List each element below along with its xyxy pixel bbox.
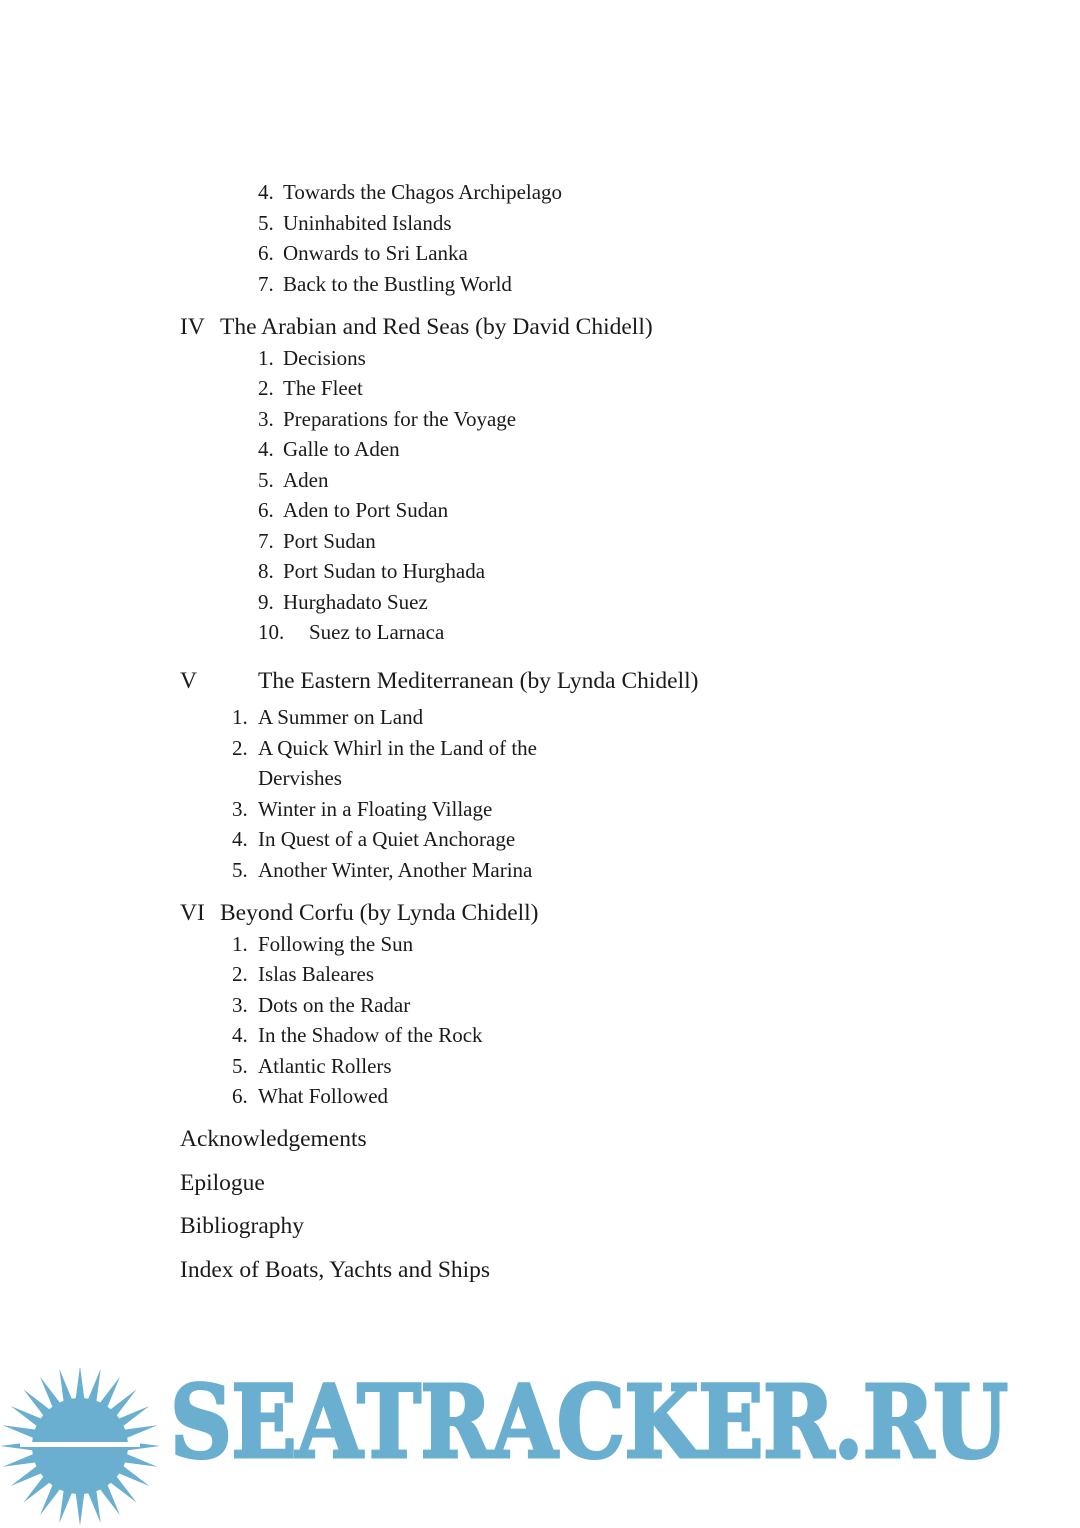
toc-item-title: Towards the Chagos Archipelago [283,180,563,204]
item-number: 4. [232,1023,248,1047]
toc-item-title: Following the Sun [258,932,414,956]
toc-item-title: Aden [283,468,329,492]
part-numeral: VI [180,900,205,926]
toc-item-title: A Quick Whirl in the Land of the [258,736,537,760]
item-number: 4. [258,180,274,204]
sun-ray [76,1492,85,1526]
sun-ray [88,1489,101,1523]
part-numeral: IV [180,314,205,340]
item-number: 1. [232,932,248,956]
watermark-text: SEATRACKER.RU [170,1363,1008,1481]
item-number: 6. [232,1084,248,1108]
toc-item-title: Port Sudan to Hurghada [283,559,486,583]
toc-item-title: Galle to Aden [283,437,400,461]
item-number: 3. [232,797,248,821]
part-numeral: V [180,668,197,694]
sun-ray [3,1454,37,1467]
toc-item-title: Uninhabited Islands [283,211,452,235]
toc-item-title: Decisions [283,346,366,370]
item-number: 5. [258,468,274,492]
part-title: The Arabian and Red Seas (by David Chidell) [220,314,653,340]
toc-item-title: In the Shadow of the Rock [258,1023,483,1047]
sun-ray [76,1368,85,1400]
toc-item-title: Winter in a Floating Village [258,797,493,821]
item-number: 6. [258,498,274,522]
sun-ray [59,1369,72,1403]
toc-item-title: Back to the Bustling World [283,272,512,296]
item-number: 3. [258,407,274,431]
toc-item-title-continued: Dervishes [258,766,342,790]
sun-ray [123,1425,157,1438]
item-number: 7. [258,272,274,296]
sun-ray [123,1454,157,1467]
sun-ray [3,1425,37,1438]
back-matter-epilogue: Epilogue [180,1170,265,1196]
item-number: 9. [258,590,274,614]
toc-item-title: What Followed [258,1084,389,1108]
item-number: 2. [232,736,248,760]
toc-item-title: Islas Baleares [258,962,375,986]
item-number: 4. [258,437,274,461]
toc-item-title: Dots on the Radar [258,993,411,1017]
toc-item-title: The Fleet [283,376,363,400]
toc-item-title: Suez to Larnaca [309,620,445,644]
toc-item-title: Port Sudan [283,529,376,553]
watermark-logo [0,1363,1080,1528]
item-number: 5. [232,1054,248,1078]
toc-item-title: Hurghadato Suez [283,590,428,614]
item-number: 7. [258,529,274,553]
item-number: 1. [232,705,248,729]
toc-item [258,180,274,204]
item-number: 10. [258,620,285,644]
part-title: Beyond Corfu (by Lynda Chidell) [220,900,539,926]
toc-item-title: A Summer on Land [258,705,424,729]
back-matter-bibliography: Bibliography [180,1213,305,1239]
sun-ray [59,1489,72,1523]
toc-item-title: Another Winter, Another Marina [258,858,533,882]
sun-icon [0,1368,170,1528]
item-number: 6. [258,241,274,265]
item-number: 2. [258,376,274,400]
item-number: 1. [258,346,274,370]
back-matter-acknowledgements: Acknowledgements [180,1126,367,1152]
part-title: The Eastern Mediterranean (by Lynda Chidell) [258,668,699,694]
item-number: 4. [232,827,248,851]
item-number: 5. [258,211,274,235]
toc-item-title: Aden to Port Sudan [283,498,449,522]
item-number: 3. [232,993,248,1017]
toc-item-title: In Quest of a Quiet Anchorage [258,827,516,851]
toc-item-title: Atlantic Rollers [258,1054,392,1078]
item-number: 8. [258,559,274,583]
item-number: 2. [232,962,248,986]
item-number: 5. [232,858,248,882]
back-matter-index: Index of Boats, Yachts and Ships [180,1257,491,1283]
sun-ray [88,1369,101,1403]
toc-item-title: Preparations for the Voyage [283,407,517,431]
toc-item-title: Onwards to Sri Lanka [283,241,468,265]
